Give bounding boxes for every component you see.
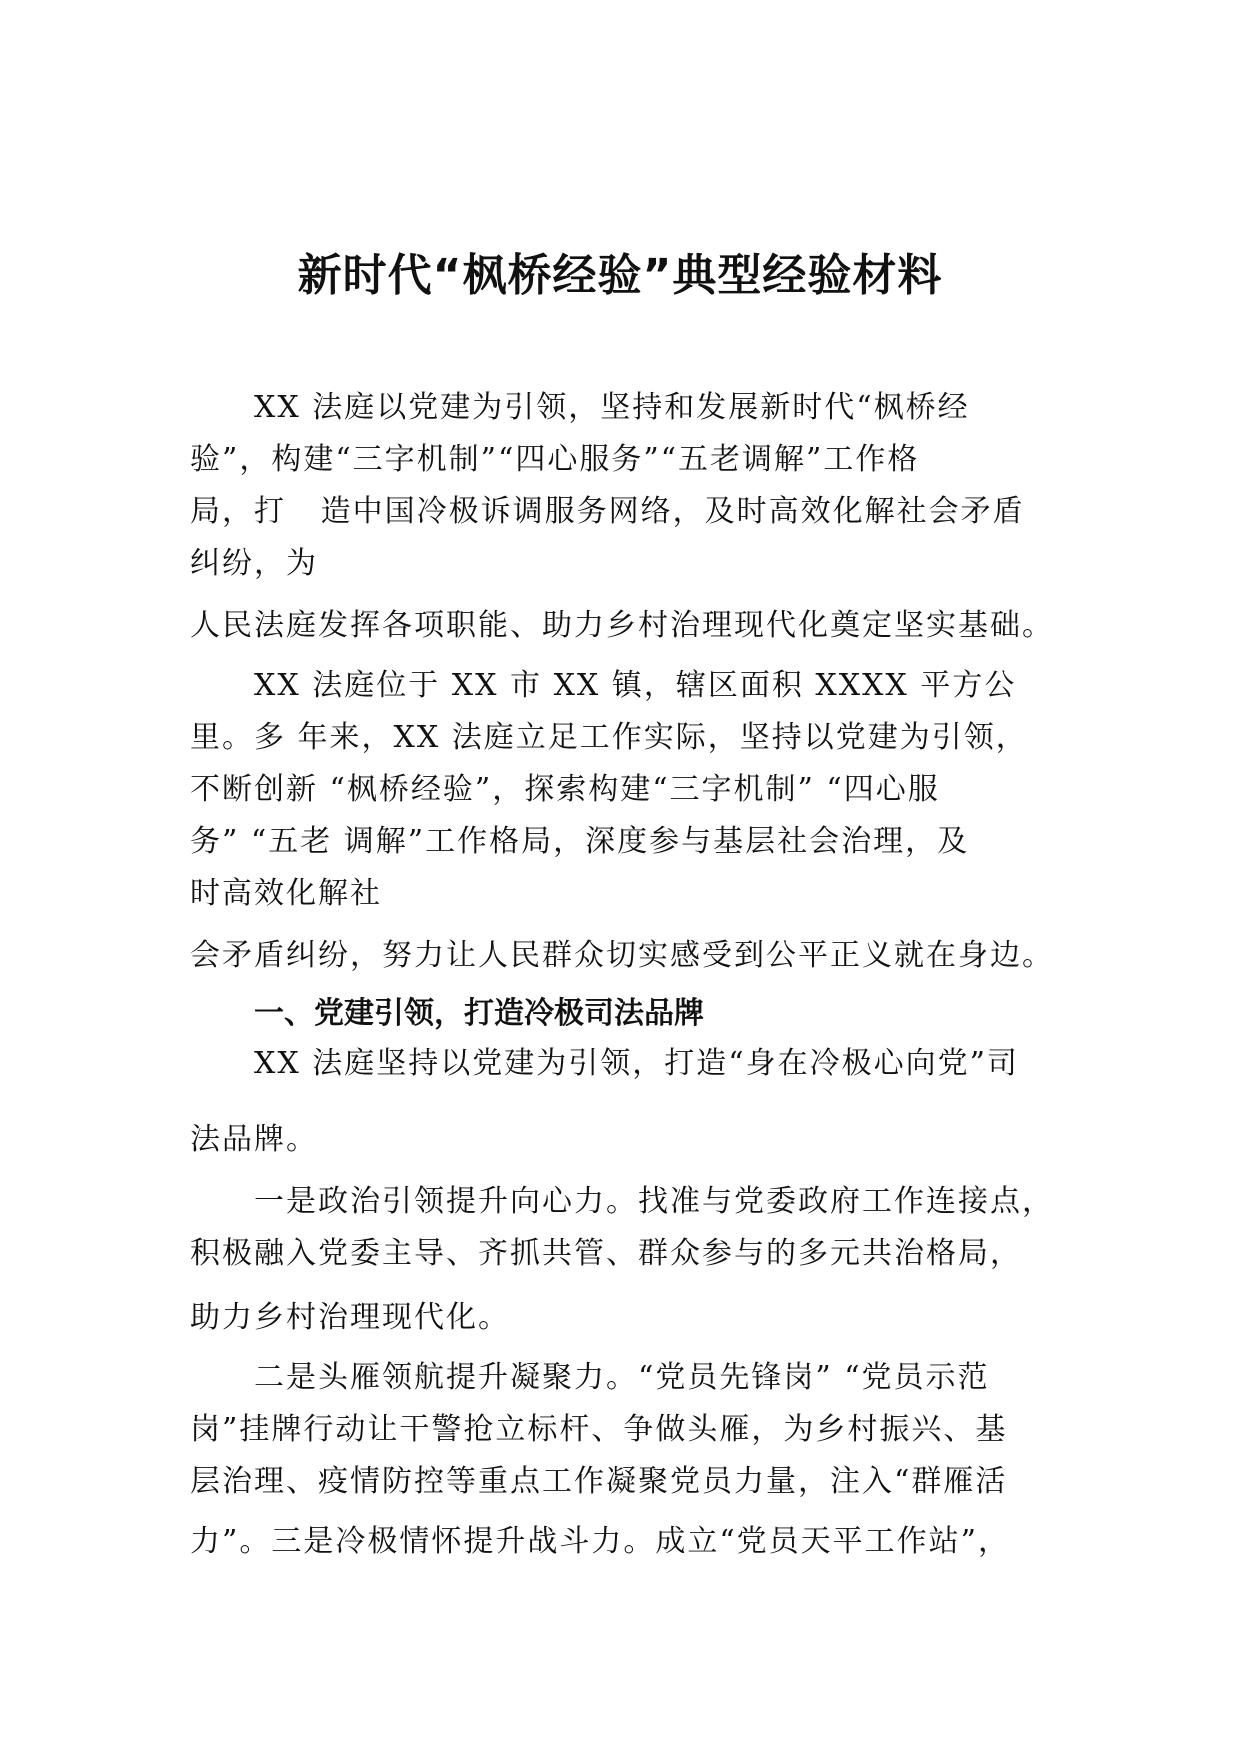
paragraph-line: 会矛盾纠纷，努力让人民群众切实感受到公平正义就在身边。 <box>190 938 1054 973</box>
paragraph-line: 里。多 年来，XX 法庭立足工作实际，坚持以党建为引领， <box>190 720 1028 755</box>
paragraph-line: 层治理、疫情防控等重点工作凝聚党员力量，注入“群雁活 <box>190 1464 1008 1499</box>
section-heading: 一、党建引领，打造冷极司法品牌 <box>254 996 704 1031</box>
paragraph-line: 法品牌。 <box>190 1122 318 1157</box>
paragraph-line: XX 法庭位于 XX 市 XX 镇，辖区面积 XXXX 平方公 <box>254 668 1017 703</box>
paragraph-line: XX 法庭坚持以党建为引领，打造“身在冷极心向党”司 <box>254 1046 1019 1081</box>
paragraph-line: 助力乡村治理现代化。 <box>190 1300 510 1335</box>
paragraph-line: 力”。三是冷极情怀提升战斗力。成立“党员天平工作站”， <box>190 1524 1011 1559</box>
paragraph-line: 积极融入党委主导、齐抓共管、群众参与的多元共治格局， <box>190 1236 1022 1271</box>
paragraph-line: 一是政治引领提升向心力。找准与党委政府工作连接点， <box>254 1184 1054 1219</box>
paragraph-line: 不断创新 “枫桥经验”，探索构建“三字机制” “四心服 <box>190 772 940 807</box>
paragraph-line: 验”，构建“三字机制”“四心服务”“五老调解”工作格 <box>190 442 920 477</box>
paragraph-line: 岗”挂牌行动让干警抢立标杆、争做头雁，为乡村振兴、基 <box>190 1412 1008 1447</box>
paragraph-line: 务” “五老 调解”工作格局，深度参与基层社会治理，及 <box>190 824 970 859</box>
document-title: 新时代“枫桥经验”典型经验材料 <box>297 250 943 301</box>
paragraph-line: XX 法庭以党建为引领，坚持和发展新时代“枫桥经 <box>254 390 970 425</box>
paragraph-line: 二是头雁领航提升凝聚力。“党员先锋岗” “党员示范 <box>254 1360 990 1395</box>
paragraph-line: 纠纷，为 <box>190 546 318 581</box>
paragraph-line: 人民法庭发挥各项职能、助力乡村治理现代化奠定坚实基础。 <box>190 608 1054 643</box>
paragraph-line: 时高效化解社 <box>190 876 382 911</box>
paragraph-line: 局，打 造中国冷极诉调服务网络，及时高效化解社会矛盾 <box>190 494 1025 529</box>
